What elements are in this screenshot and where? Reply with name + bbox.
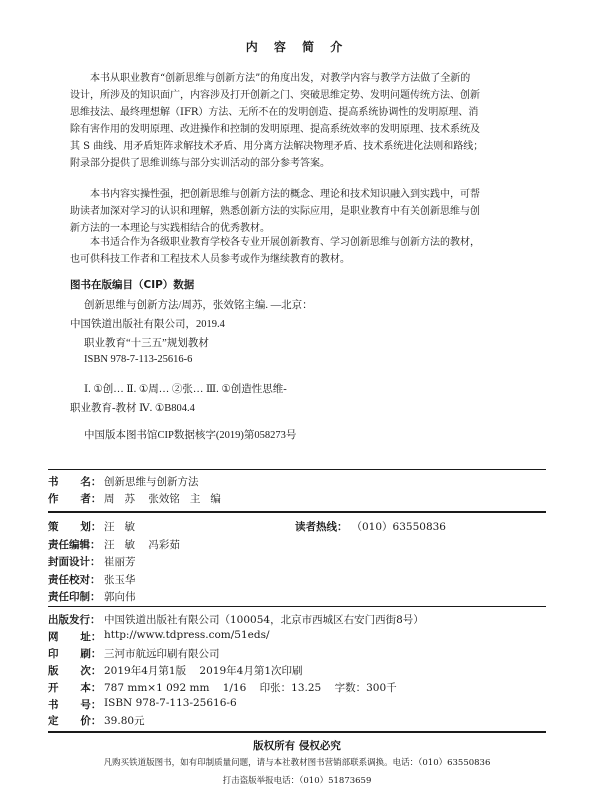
printer-row <box>48 646 546 661</box>
book-title-row <box>48 474 546 489</box>
publisher-row <box>48 612 546 627</box>
print-manager: 郭向伟 <box>104 591 136 603</box>
label: 印 刷： <box>48 648 102 660</box>
piracy-report: 打击盗版举报电话：（010）51873659 <box>222 776 372 786</box>
cip-line: 职业教育“十三五”规划教材 <box>84 338 209 349</box>
summary-line: 也可供科技工作者和工程技术人员参考或作为继续教育的教材。 <box>70 254 350 265</box>
cover-design-row <box>48 554 546 569</box>
duty-editor-row <box>48 537 546 552</box>
summary-line: 思维技法、最终理想解（IFR）方法、无所不在的发明创造、提高系统协调性的发明原理、消 <box>70 107 479 118</box>
summary-line: 附录部分提供了思维训练与部分实训活动的部分参考答案。 <box>70 158 330 169</box>
website-row <box>48 629 546 644</box>
cip-line: ISBN 978-7-113-25616-6 <box>84 354 193 365</box>
format-row <box>48 680 546 695</box>
summary-title: 内 容 简 介 <box>245 40 349 54</box>
label: 作 者： <box>48 493 102 505</box>
proof-row <box>48 572 546 587</box>
label: 策 划： <box>48 521 102 533</box>
label: 网 址： <box>48 631 102 643</box>
price: 39.80元 <box>104 715 145 727</box>
cip-line: 创新思维与创新方法/周苏，张效铭主编. —北京： <box>84 300 313 311</box>
divider <box>48 469 546 470</box>
summary-line: 助读者加深对学习的认识和理解，熟悉创新方法的实际应用，是职业教育中有关创新思维与创 <box>70 206 480 217</box>
proofreader: 张玉华 <box>104 574 136 586</box>
label: 开 本： <box>48 682 102 694</box>
summary-line: 其 S 曲线、用矛盾矩阵求解技术矛盾、用分离方法解决物理矛盾、技术系统进化法则和路线； <box>70 141 484 152</box>
book-author: 周 苏 张效铭 主 编 <box>104 493 221 505</box>
hotline-number: （010）63550836 <box>351 521 446 533</box>
cip-line: 中国铁道出版社有限公司，2019.4 <box>70 319 225 330</box>
label: 责任印制： <box>48 591 101 603</box>
summary-line: 除有害作用的发明原理、改进操作和控制的发明原理、提高系统效率的发明原理、技术系统及 <box>70 124 480 135</box>
label: 封面设计： <box>48 556 101 568</box>
duty-editor-names: 汪 敏 冯彩茹 <box>104 539 180 551</box>
divider <box>48 511 546 513</box>
label: 书 号： <box>48 699 102 711</box>
label: 定 价： <box>48 715 102 727</box>
price-row <box>48 713 546 728</box>
isbn-row <box>48 697 546 712</box>
edition-row <box>48 663 546 678</box>
cip-line: 中国版本图书馆CIP数据核字(2019)第058273号 <box>84 430 297 441</box>
summary-line: 本书从职业教育“创新思维与创新方法”的角度出发，对教学内容与教学方法做了全新的 <box>90 73 471 84</box>
book-author-row <box>48 491 546 506</box>
label: 版 次： <box>48 665 102 677</box>
summary-line: 本书适合作为各级职业教育学校各专业开展创新教育、学习创新思维与创新方法的教材， <box>90 237 480 248</box>
summary-line: 设计，所涉及的知识面广，内容涉及打开创新之门、突破思维定势、发明问题传统方法、创新 <box>70 90 480 101</box>
summary-line: 新方法的一本理论与实践相结合的优秀教材。 <box>70 223 270 234</box>
cover-designer: 崔丽芳 <box>104 556 136 568</box>
cip-heading: 图书在版编目（CIP）数据 <box>70 279 195 291</box>
label: 读者热线： <box>295 521 348 533</box>
divider <box>48 731 546 733</box>
isbn: ISBN 978-7-113-25616-6 <box>104 697 237 709</box>
book-title: 创新思维与创新方法 <box>104 476 199 488</box>
cip-line: Ⅰ. ①创… Ⅱ. ①周… ②张… Ⅲ. ①创造性思维- <box>84 384 287 395</box>
website-url: http://www.tdpress.com/51eds/ <box>104 629 270 641</box>
label: 责任校对： <box>48 574 101 586</box>
summary-paragraph-2 <box>70 186 522 237</box>
publisher: 中国铁道出版社有限公司（100054，北京市西城区右安门西街8号） <box>104 614 424 626</box>
editor-name: 汪 敏 <box>104 521 136 533</box>
hotline-row <box>295 519 446 534</box>
cip-line: 职业教育-教材 Ⅳ. ①B804.4 <box>70 403 195 414</box>
summary-paragraph-3 <box>70 234 522 268</box>
print-duty-row <box>48 589 546 604</box>
edition: 2019年4月第1版 2019年4月第1次印刷 <box>104 665 303 677</box>
summary-paragraph-1 <box>70 70 522 172</box>
quality-notice: 凡购买铁道版图书，如有印制质量问题，请与本社教材图书营销部联系调换。电话：（010）63550836 <box>103 758 491 768</box>
copyright-notice: 版权所有 侵权必究 <box>253 740 341 752</box>
printer: 三河市航远印刷有限公司 <box>104 648 220 660</box>
format: 787 mm×1 092 mm 1/16 印张：13.25 字数：300千 <box>104 682 397 694</box>
divider <box>48 606 546 607</box>
label: 书 名： <box>48 476 102 488</box>
label: 责任编辑： <box>48 539 101 551</box>
summary-line: 本书内容实操性强，把创新思维与创新方法的概念、理论和技术知识融入到实践中，可帮 <box>90 189 480 200</box>
label: 出版发行： <box>48 614 101 626</box>
